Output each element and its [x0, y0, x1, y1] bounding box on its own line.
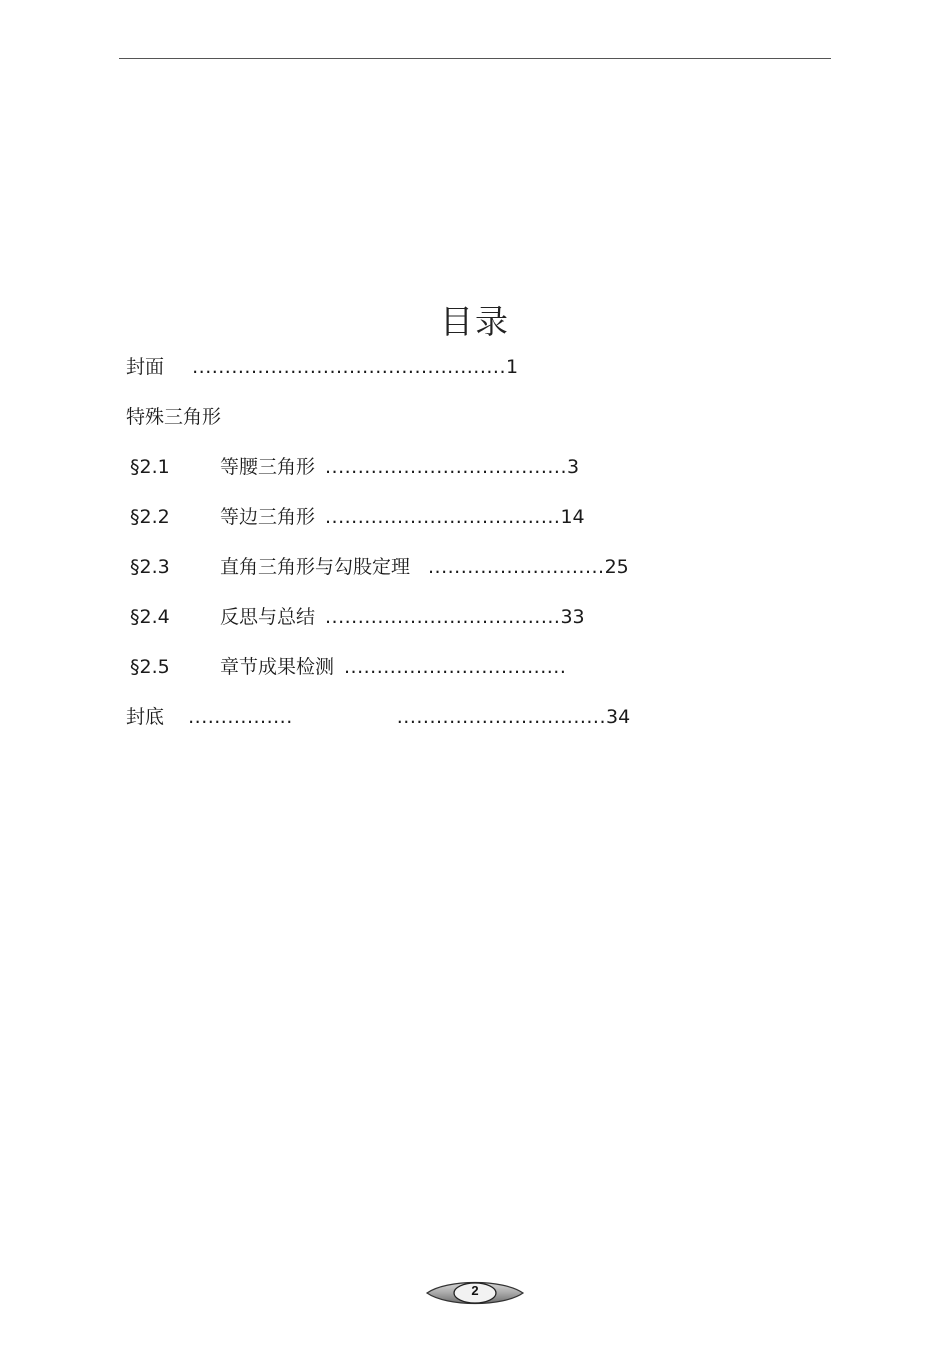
toc-page-number: 25 [604, 556, 629, 578]
toc-page-number: 14 [560, 506, 585, 528]
toc-leader: ..................................... [325, 456, 567, 478]
toc-label: 章节成果检测 [220, 656, 335, 678]
toc-leader: ........................... [428, 556, 605, 578]
page-number: 2 [471, 1283, 479, 1298]
toc-entry-2-4[interactable] [130, 605, 585, 629]
toc-leader: .................................. [344, 656, 567, 678]
toc-leader: .................................... [325, 606, 561, 628]
toc-label: 封面 [126, 356, 165, 378]
toc-page-number: 3 [566, 456, 580, 478]
toc-entry-2-1[interactable] [130, 455, 579, 479]
toc-entry-2-5[interactable] [130, 655, 566, 679]
toc-entry-cover[interactable] [126, 355, 518, 379]
toc-entry-2-2[interactable] [130, 505, 585, 529]
toc-leader: .................................... [325, 506, 561, 528]
header-rule [119, 58, 831, 59]
toc-entry-2-3[interactable] [130, 555, 629, 579]
page-number-badge [425, 1277, 525, 1309]
toc-leader-2: ................................ [396, 706, 607, 728]
toc-section-number: §2.2 [130, 506, 170, 528]
toc-label: 封底 [126, 706, 165, 728]
toc-label: 等边三角形 [220, 506, 316, 528]
toc-label: 特殊三角形 [126, 406, 222, 428]
toc-label: 反思与总结 [220, 606, 316, 628]
toc-chapter-heading[interactable] [126, 405, 221, 429]
toc-leader: ................ [188, 706, 293, 728]
toc-label: 直角三角形与勾股定理 [220, 556, 411, 578]
toc-section-number: §2.5 [130, 656, 170, 678]
page-title: 目录 [440, 302, 510, 341]
toc-entry-back-cover[interactable] [126, 705, 630, 729]
toc-section-number: §2.4 [130, 606, 170, 628]
toc-page-number: 1 [506, 356, 519, 378]
toc-page-number: 34 [606, 706, 631, 728]
toc-section-number: §2.1 [130, 456, 170, 478]
toc-page-number: 33 [560, 606, 585, 628]
toc-leader: ................................................ [192, 356, 507, 378]
toc-section-number: §2.3 [130, 556, 170, 578]
toc-label: 等腰三角形 [220, 456, 316, 478]
